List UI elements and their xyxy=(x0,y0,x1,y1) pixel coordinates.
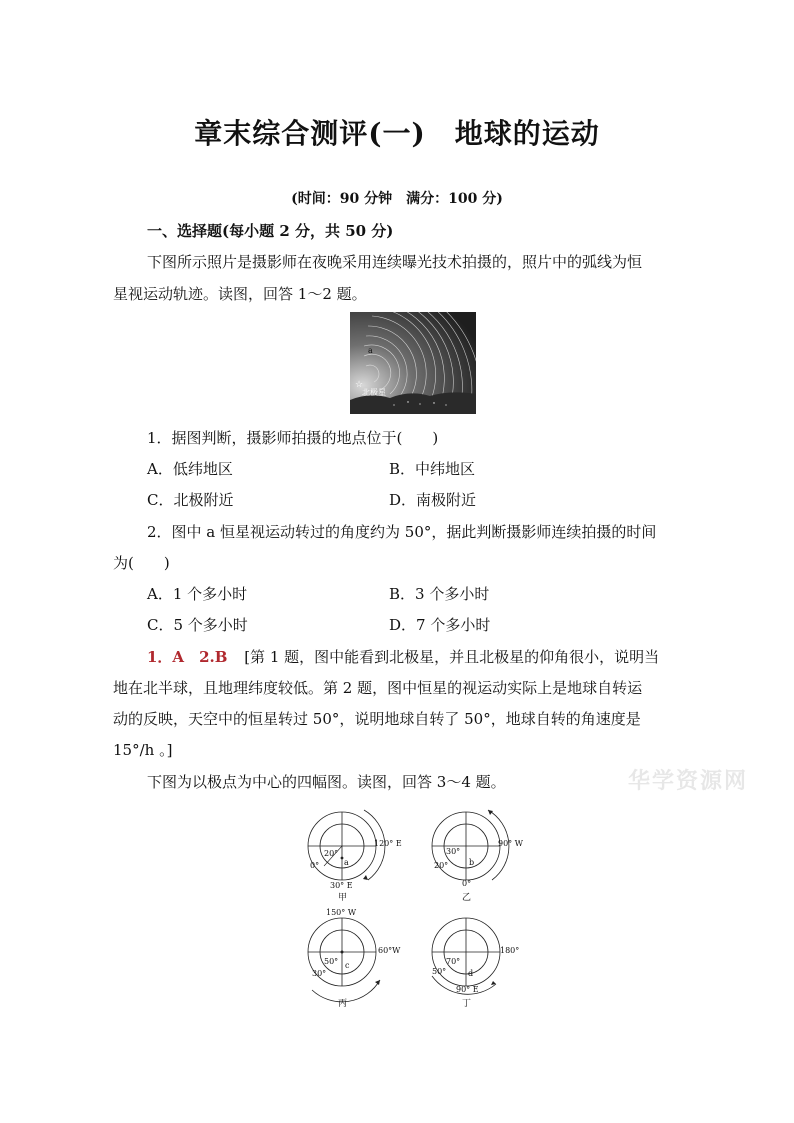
polaris-star-icon: ☆ xyxy=(355,380,364,390)
polar-diagram-bing xyxy=(302,906,412,1010)
intro-text-line: 星视运动轨迹。读图，回答 1～2 题。 xyxy=(113,285,367,303)
lat-label: 20° xyxy=(434,861,449,870)
lon-label: 60°W xyxy=(378,946,401,955)
lat-label: 70° xyxy=(446,957,461,966)
q1-option-b: B．中纬地区 xyxy=(389,460,476,478)
q2-option-a: A．1 个多小时 xyxy=(147,585,248,603)
question-2-stem-cont: 为( ) xyxy=(113,554,170,572)
answer-explanation xyxy=(147,646,659,667)
answer-text-line: 15°/h 。] xyxy=(113,741,173,759)
point-label: a xyxy=(344,858,349,867)
question-2-stem: 2．图中 a 恒星视运动转过的角度约为 50°，据此判断摄影师连续拍摄的时间 xyxy=(147,523,657,541)
q1-option-d: D．南极附近 xyxy=(389,491,477,509)
lon-label: 120° E xyxy=(374,839,402,848)
answer-text: [第 1 题，图中能看到北极星，并且北极星的仰角很小，说明当 xyxy=(244,648,660,666)
diagram-caption: 丙 xyxy=(338,999,348,1009)
intro-text-line: 下图所示照片是摄影师在夜晚采用连续曝光技术拍摄的，照片中的弧线为恒 xyxy=(147,253,643,271)
q1-option-c: C．北极附近 xyxy=(147,491,234,509)
intro-text-line: 下图为以极点为中心的四幅图。读图，回答 3～4 题。 xyxy=(147,773,506,791)
polar-diagram-ding xyxy=(426,906,536,1010)
diagram-caption: 乙 xyxy=(462,893,472,902)
lon-label: 30° E xyxy=(330,881,353,890)
page-title: 章末综合测评(一) 地球的运动 xyxy=(194,117,600,150)
lat-label: 20° xyxy=(324,849,339,858)
point-label: b xyxy=(469,858,475,867)
watermark: 华学资源网 xyxy=(628,768,749,794)
section-heading: 一、选择题(每小题 2 分，共 50 分) xyxy=(147,222,394,240)
lat-label: 50° xyxy=(432,967,447,976)
lon-label: 0° xyxy=(310,861,320,870)
star-trail-photo xyxy=(350,312,476,414)
exam-info: (时间：90 分钟 满分：100 分) xyxy=(291,191,503,207)
polar-diagram-jia xyxy=(302,806,412,902)
q2-option-c: C．5 个多小时 xyxy=(147,616,248,634)
q2-option-d: D．7 个多小时 xyxy=(389,616,491,634)
point-label: d xyxy=(468,969,474,978)
lon-label: 0° xyxy=(462,879,472,888)
polaris-label: 北极星 xyxy=(362,388,386,397)
q2-option-b: B．3 个多小时 xyxy=(389,585,490,603)
question-1-stem: 1．据图判断，摄影师拍摄的地点位于( ) xyxy=(147,429,439,447)
answer-key: 1．A 2.B xyxy=(147,648,228,666)
lon-label: 180° xyxy=(500,946,520,955)
answer-text-line: 地在北半球，且地理纬度较低。第 2 题，图中恒星的视运动实际上是地球自转运 xyxy=(113,679,643,697)
diagram-caption: 丁 xyxy=(462,999,472,1009)
lat-label: 30° xyxy=(312,969,327,978)
answer-text-line: 动的反映，天空中的恒星转过 50°，说明地球自转了 50°，地球自转的角速度是 xyxy=(113,710,641,728)
diagram-caption: 甲 xyxy=(338,893,348,902)
lon-label: 150° W xyxy=(326,908,357,917)
lon-label: 90° W xyxy=(498,839,523,848)
lon-label: 90° E xyxy=(456,985,479,994)
lat-label: 30° xyxy=(446,847,461,856)
polar-diagram-yi xyxy=(426,806,536,902)
star-a-label: a xyxy=(368,346,373,355)
lat-label: 50° xyxy=(324,957,339,966)
q1-option-a: A．低纬地区 xyxy=(147,460,233,478)
point-label: c xyxy=(345,961,350,970)
